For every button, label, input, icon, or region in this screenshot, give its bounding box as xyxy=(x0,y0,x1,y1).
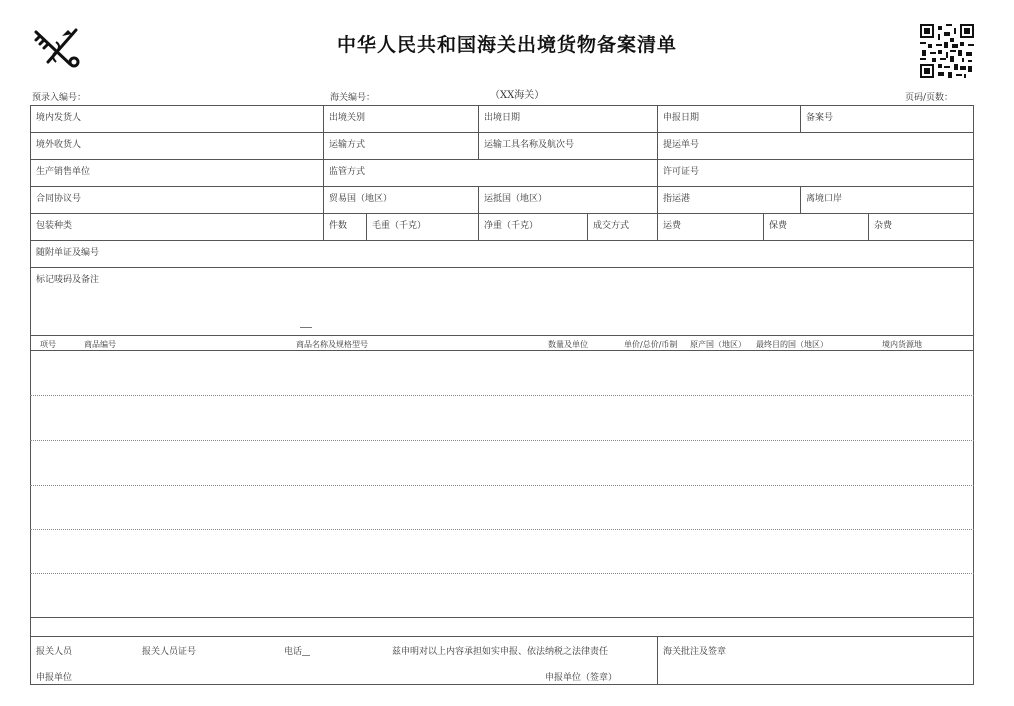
vehicle-voyage-label: 运输工具名称及航次号 xyxy=(484,140,575,150)
preentry-number-label: 预录入编号： xyxy=(32,93,87,103)
port-of-arrival-label: 指运港 xyxy=(663,194,691,204)
declaring-unit-label: 申报单位 xyxy=(36,673,73,683)
contract-number-label: 合同协议号 xyxy=(36,194,82,204)
declaring-unit-seal-label: 申报单位（签章） xyxy=(545,673,618,683)
supervision-mode-label: 监管方式 xyxy=(329,167,366,177)
exit-port-label: 出境关别 xyxy=(329,113,366,123)
trade-country-label: 贸易国（地区） xyxy=(329,194,393,204)
page-title: 中华人民共和国海关出境货物备案清单 xyxy=(336,34,677,56)
producer-seller-label: 生产销售单位 xyxy=(36,167,91,177)
price-currency-header: 单价/总价/币制 xyxy=(624,340,678,349)
final-destination-header: 最终目的国（地区） xyxy=(756,340,828,349)
misc-fee-label: 杂费 xyxy=(874,221,893,231)
commodity-code-header: 商品编号 xyxy=(84,340,116,349)
declare-date-label: 申报日期 xyxy=(663,113,700,123)
destination-country-label: 运抵国（地区） xyxy=(484,194,548,204)
bill-number-label: 提运单号 xyxy=(663,140,700,150)
overseas-consignee-label: 境外收货人 xyxy=(36,140,82,150)
origin-country-header: 原产国（地区） xyxy=(690,340,746,349)
name-spec-header: 商品名称及规格型号 xyxy=(296,340,368,349)
net-weight-label: 净重（千克） xyxy=(484,221,539,231)
domestic-consignor-label: 境内发货人 xyxy=(36,113,82,123)
domestic-source-header: 境内货源地 xyxy=(882,340,922,349)
qr-code-icon xyxy=(920,24,974,78)
quantity-unit-header: 数量及单位 xyxy=(548,340,588,349)
gross-weight-label: 毛重（千克） xyxy=(372,221,427,231)
customs-number-label: 海关编号： xyxy=(330,93,376,103)
declaration-statement: 兹申明对以上内容承担如实申报、依法纳税之法律责任 xyxy=(392,647,609,657)
departure-port-label: 离境口岸 xyxy=(806,194,843,204)
customs-approval-label: 海关批注及签章 xyxy=(663,647,727,657)
insurance-label: 保费 xyxy=(769,221,788,231)
declarant-label: 报关人员 xyxy=(36,647,73,657)
phone-label: 电话 xyxy=(284,647,303,657)
exit-date-label: 出境日期 xyxy=(484,113,521,123)
package-type-label: 包装种类 xyxy=(36,221,73,231)
record-number-label: 备案号 xyxy=(806,113,834,123)
transport-mode-label: 运输方式 xyxy=(329,140,366,150)
transaction-mode-label: 成交方式 xyxy=(593,221,630,231)
declarant-cert-label: 报关人员证号 xyxy=(142,647,197,657)
page-number-label: 页码/页数： xyxy=(905,93,954,103)
pieces-label: 件数 xyxy=(329,221,348,231)
item-number-header: 项号 xyxy=(40,340,56,349)
freight-label: 运费 xyxy=(663,221,682,231)
attached-documents-label: 随附单证及编号 xyxy=(36,248,100,258)
customs-emblem-icon xyxy=(30,24,86,68)
marks-remarks-label: 标记唛码及备注 xyxy=(36,275,100,285)
license-number-label: 许可证号 xyxy=(663,167,700,177)
customs-name: （XX海关） xyxy=(490,90,545,101)
